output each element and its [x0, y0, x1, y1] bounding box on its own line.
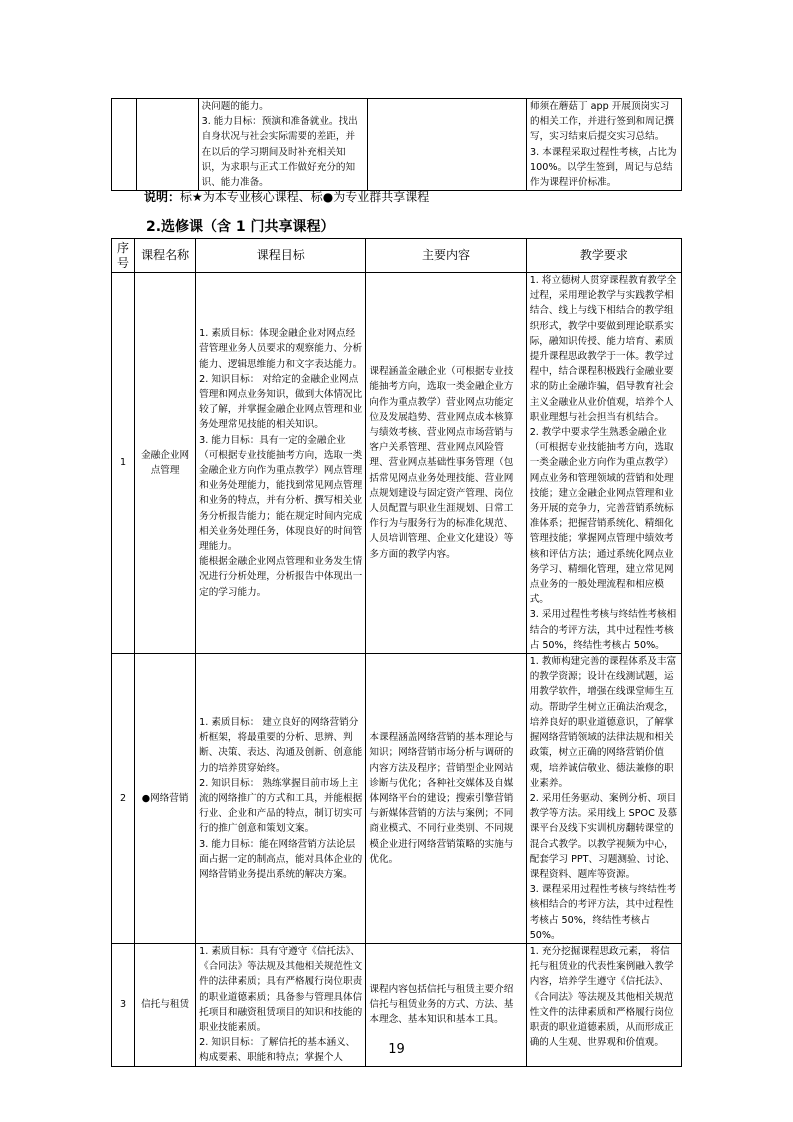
- objective-text: 2. 知识目标： 对给定的金融企业网点管理和网点业务知识，做到大体情况比较了解，并掌握金融企业网点管理和业务处理常见技能的相关知识。: [199, 373, 363, 431]
- requirements-cell: [527, 99, 682, 191]
- note-text: 标★为本专业核心课程、标●为专业群共享课程: [180, 190, 430, 204]
- header-name: 课程名称: [135, 239, 196, 273]
- objective-text: 1. 素质目标：具有守遵守《信托法》、《合同法》等法规及其他相关规范性文件的法律素质；具有严格履行岗位职责的职业道德素质；具备参与管理具体信托项目和融资租赁项目的知识和技能的职业技能素质。: [199, 945, 363, 1033]
- continued-course-table: [111, 98, 682, 191]
- objective-text: 3. 能力目标：能在网络营销方法论层面占据一定的制高点，能对具体企业的网络营销业务提出系统的解决方案。: [199, 838, 363, 880]
- index-cell: [112, 99, 137, 191]
- row-requirements: [526, 654, 681, 944]
- content-cell: [367, 99, 526, 191]
- page-number: 19: [388, 1042, 405, 1057]
- objective-text: 决问题的能力。: [201, 101, 269, 112]
- row-content: 课程内容包括信托与租赁主要介绍信托与租赁业务的方式、方法、基本理念、基本知识和基本工具。: [366, 943, 526, 1066]
- table-row: [112, 654, 682, 944]
- requirement-text: 1. 充分挖掘课程思政元素， 将信托与租赁业的代表性案例融入教学内容，培养学生遵守《信托法》、《合同法》等法规及其他相关规范性文件的法律素质和严格履行岗位职责的职业道德素质，从而形成正确的人生观、世界观和价值观。: [529, 945, 674, 1049]
- row-index: 2: [112, 654, 135, 944]
- objective-text: 2. 知识目标： 熟练掌握目前市场上主流的网络推广的方式和工具，并能根据行业、企业和产品的特点，制订切实可行的推广创意和策划文案。: [199, 777, 363, 835]
- note-label: 说明：: [144, 190, 181, 204]
- requirement-text: 2. 采用任务驱动、案例分析、项目教学等方法。采用线上 SPOC 及慕课平台及线下实训机房翻转课堂的混合式教学。以教学视频为中心，配套学习 PPT、习题测验、讨论、课程资料、题库等资源。: [529, 792, 678, 880]
- table-row: [112, 273, 682, 654]
- row-objectives: [196, 273, 366, 654]
- row-requirements: [526, 273, 681, 654]
- section-title: 2.选修课（含 1 门共享课程）: [146, 219, 335, 235]
- objective-text: 2. 知识目标：了解信托的基本涵义、构成要素、职能和特点；掌握个人: [199, 1037, 356, 1064]
- objective-text: 1. 素质目标： 建立良好的网络营销分析框架，将最重要的分析、思辨、判断、决策、表达、沟通及创新、创意能力的培养贯穿始终。: [199, 716, 363, 774]
- header-index: 序号: [112, 239, 135, 273]
- header-content: 主要内容: [366, 239, 526, 273]
- row-index: 1: [112, 273, 135, 654]
- requirement-text: 1. 教师构建完善的课程体系及丰富的教学资源；设计在线测试题，运用教学软件，增强在线课堂师生互动。帮助学生树立正确法治观念，培养良好的职业道德意识，了解掌握网络营销领域的法律法规和相关政策，树立正确的网络营销价值观，培养诚信敬业、德法兼修的职业素养。: [529, 656, 677, 789]
- row-objectives: [196, 654, 366, 944]
- elective-course-table: [111, 238, 682, 1067]
- table-note: [144, 189, 429, 205]
- row-content: 本课程涵盖网络营销的基本理论与知识；网络营销市场分析与调研的内容方法及程序；营销型企业网站诊断与优化；各种社交媒体及自媒体网络平台的建设；搜索引擎营销与新媒体营销的方法与案例；不同商业模式、不同行业类别、不同规模企业进行网络营销策略的实施与优化。: [366, 654, 526, 944]
- name-cell: [136, 99, 198, 191]
- row-course-name: 信托与租赁: [135, 943, 196, 1066]
- requirement-text: 3. 采用过程性考核与终结性考核相结合的考评方法，其中过程性考核占 50%，终结性考核占 50%。: [529, 609, 677, 651]
- requirement-text: 3. 本课程采取过程性考核，占比为 100%。以学生签到，周记与总结作为课程评价标准。: [530, 146, 677, 189]
- header-requirements: 教学要求: [526, 239, 681, 273]
- row-course-name: 金融企业网点管理: [135, 273, 196, 654]
- requirement-text: 1. 将立德树人贯穿课程教育教学全过程，采用理论教学与实践教学相结合、线上与线下相结合的教学组织形式，教学中要做到理论联系实际，融知识传授、能力培育、素质提升课程思政教学于一体。教学过程中，结合课程积极践行金融业要求的防止金融诈骗，倡导教育社会主义金融业从业价值观，培养个人职业理想与社会担当有机结合。: [529, 275, 677, 423]
- objective-text: 能根据金融企业网点管理和业务发生情况进行分析处理，分析报告中体现出一定的学习能力。: [199, 556, 363, 598]
- objectives-cell: [198, 99, 367, 191]
- objective-text: 3. 能力目标：预演和准备就业。找出自身状况与社会实际需要的差距，并在以后的学习期间及时补充相关知识，为求职与正式工作做好充分的知识、能力准备。: [201, 116, 358, 189]
- objective-text: 3. 能力目标：具有一定的金融企业（可根据专业技能抽考方向，选取一类金融企业方向作为重点教学）网点管理和业务处理能力，能找到常见网点管理和业务的特点，并有分析、撰写相关业务分析报告能力；能在规定时间内完成相关业务处理任务，体现良好的时间管理能力。: [199, 434, 363, 553]
- requirement-text: 师须在蘑菇丁 app 开展顶岗实习的相关工作，并进行签到和周记撰写，实习结束后提交实习总结。: [530, 101, 674, 143]
- requirement-text: 3. 课程采用过程性考核与终结性考核相结合的考评方法，其中过程性考核占 50%，终结性考核占 50%。: [529, 884, 677, 941]
- requirement-text: 2. 教学中要求学生熟悉金融企业（可根据专业技能抽考方向，选取一类金融企业方向作为重点教学）网点业务和管理领域的营销和处理技能；建立金融企业网点管理和业务开展的竞争力，完善营销系统标准体系；把握营销系统化、精细化管理技能；掌握网点管理中绩效考核和评估方法；通过系统化网点业务学习、精细化管理，建立常见网点业务的一般处理流程和相应模式。: [529, 427, 674, 606]
- objective-text: 1. 素质目标：体现金融企业对网点经营管理业务人员要求的观察能力、分析能力、逻辑思维能力和文字表达能力。: [199, 328, 363, 370]
- row-content: 课程涵盖金融企业（可根据专业技能抽考方向，选取一类金融企业方向作为重点教学）营业网点功能定位及发展趋势、营业网点成本核算与绩效考核、营业网点市场营销与客户关系管理、营业网点风险管理、营业网点基础性事务管理（包括常见网点业务处理技能、营业网点规划建设与固定资产管理、岗位人员配置与职业生涯规划、日常工作行为与服务行为的标准化规范、人员培训管理、企业文化建设）等多方面的教学内容。: [366, 273, 526, 654]
- row-course-name: ●网络营销: [135, 654, 196, 944]
- header-objectives: 课程目标: [196, 239, 366, 273]
- row-index: 3: [112, 943, 135, 1066]
